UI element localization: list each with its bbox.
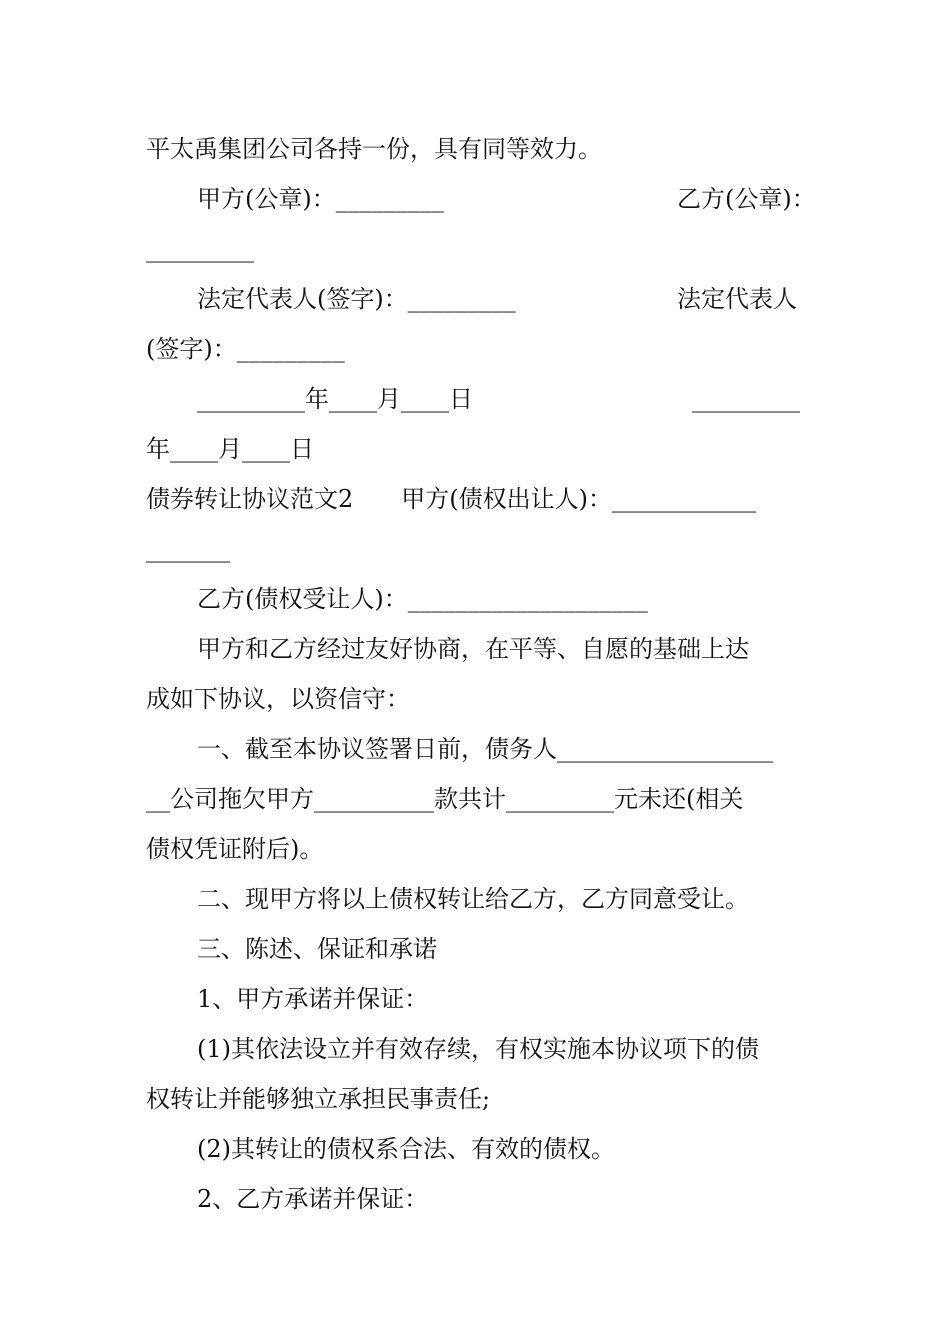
party-b-representative-signature: (签字)：_________ <box>146 335 345 363</box>
party-a-seal-line: 甲方(公章)：_________ <box>197 185 444 213</box>
clause-2-line: 二、现甲方将以上债权转让给乙方，乙方同意受让。 <box>197 885 749 913</box>
clause-3-2-heading: 2、乙方承诺并保证： <box>197 1185 429 1213</box>
text-line-preamble-1: 甲方和乙方经过友好协商，在平等、自愿的基础上达 <box>197 635 749 663</box>
agreement-title-line: 债券转让协议范文2 甲方(债权出让人)：____________ <box>146 485 756 513</box>
clause-3-1-heading: 1、甲方承诺并保证： <box>197 985 429 1013</box>
party-b-line: 乙方(债权受让人)：____________________ <box>197 585 648 613</box>
party-a-date-line: _________年____月____日 <box>197 385 473 413</box>
party-b-seal-blank: _________ <box>146 235 254 263</box>
party-b-date-blank: _________ <box>692 385 800 413</box>
party-b-representative-label: 法定代表人 <box>677 285 797 313</box>
party-a-representative-line: 法定代表人(签字)：_________ <box>197 285 516 313</box>
clause-3-1-2-line: (2)其转让的债权系合法、有效的债权。 <box>197 1135 615 1163</box>
party-b-seal-label: 乙方(公章)： <box>677 185 816 213</box>
party-b-date-line: 年____月____日 <box>146 435 314 463</box>
party-a-blank-continued: _______ <box>146 535 230 563</box>
text-line-1: 平太禹集团公司各持一份，具有同等效力。 <box>146 135 602 163</box>
clause-3-1-1-line-2: 权转让并能够独立承担民事责任; <box>146 1085 491 1113</box>
clause-1-line-3: 债权凭证附后)。 <box>146 835 324 863</box>
clause-1-line-1: 一、截至本协议签署日前，债务人__________________ <box>197 735 773 763</box>
clause-3-1-1-line-1: (1)其依法设立并有效存续，有权实施本协议项下的债 <box>197 1035 759 1063</box>
clause-3-heading: 三、陈述、保证和承诺 <box>197 935 437 963</box>
clause-1-line-2: __公司拖欠甲方__________款共计_________元未还(相关 <box>146 785 744 813</box>
text-line-preamble-2: 成如下协议，以资信守： <box>146 685 410 713</box>
